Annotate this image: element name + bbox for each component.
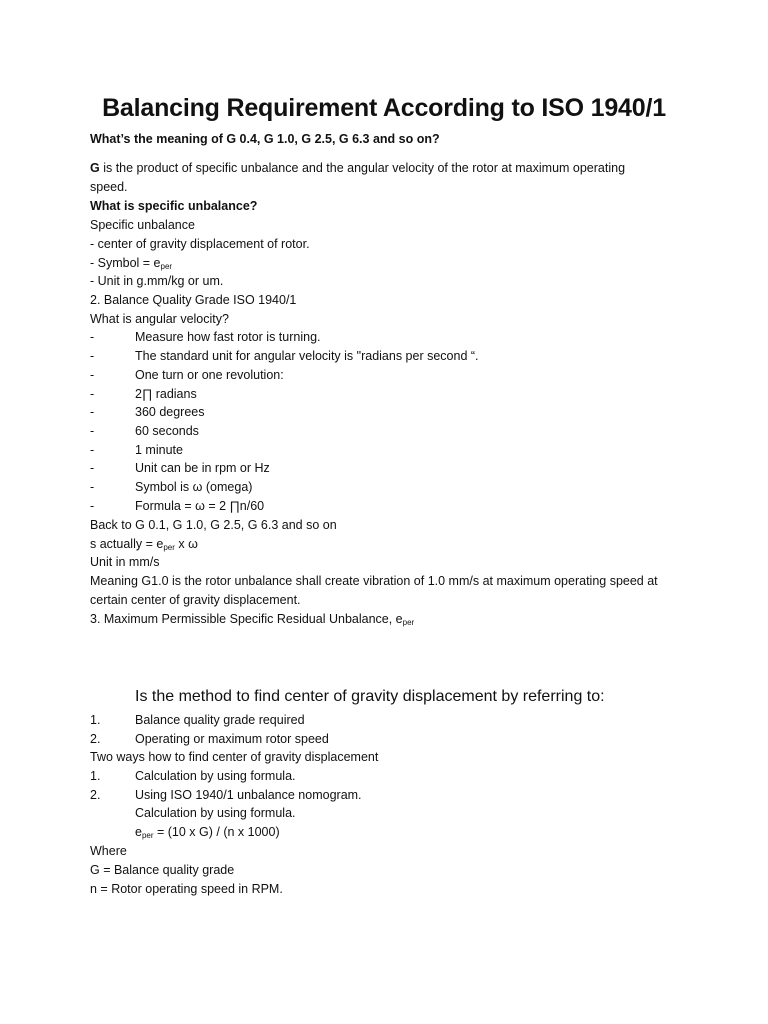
symbol-text: - Symbol = e — [90, 256, 161, 270]
list-marker: 1. — [90, 769, 101, 783]
specific-unbalance-heading: Specific unbalance — [90, 218, 195, 232]
subscript-per: per — [160, 262, 173, 271]
list-item — [90, 441, 183, 459]
s-actually-omega: x ω — [174, 537, 198, 551]
list-marker: - — [90, 480, 95, 494]
question-specific-unbalance: What is specific unbalance? — [90, 199, 258, 213]
list-item — [90, 767, 296, 785]
list-item — [90, 730, 329, 748]
list-item — [90, 497, 264, 515]
list-marker: - — [90, 387, 95, 401]
list-item-text: Using ISO 1940/1 unbalance nomogram. — [135, 788, 362, 802]
list-item — [90, 422, 199, 440]
document-title: Balancing Requirement According to ISO 1940/1 — [102, 94, 666, 122]
method-heading: Is the method to find center of gravity displacement by referring to: — [135, 688, 605, 705]
list-item-text: Calculation by using formula. — [135, 769, 296, 783]
n-definition: n = Rotor operating speed in RPM. — [90, 882, 283, 896]
list-marker: 2. — [90, 732, 101, 746]
g-definition-text: is the product of specific unbalance and the angular velocity of the rotor at maximum operating — [99, 161, 626, 175]
list-marker: - — [90, 443, 95, 457]
where-label: Where — [90, 844, 127, 858]
list-item-text: 2∏ radians — [135, 387, 197, 401]
meaning-line2: certain center of gravity displacement. — [90, 593, 301, 607]
list-item — [90, 459, 270, 477]
list-item-text: Symbol is ω (omega) — [135, 480, 253, 494]
list-item-text: Unit can be in rpm or Hz — [135, 461, 270, 475]
list-item-text: Formula = ω = 2 ∏n/60 — [135, 499, 265, 513]
specific-unbalance-unit: - Unit in g.mm/kg or um. — [90, 274, 224, 288]
subscript-per: per — [141, 831, 154, 840]
list-marker: - — [90, 405, 95, 419]
list-item-text: 1 minute — [135, 443, 183, 457]
two-ways-heading: Two ways how to find center of gravity displacement — [90, 750, 379, 764]
section-3-text: 3. Maximum Permissible Specific Residual Unbalance, e — [90, 612, 403, 626]
g-definition-line2: speed. — [90, 180, 128, 194]
list-marker: 2. — [90, 788, 101, 802]
formula-text: = (10 x G) / (n x 1000) — [153, 825, 280, 839]
list-item — [90, 347, 479, 365]
list-item-text: Measure how fast rotor is turning. — [135, 330, 321, 344]
list-marker: - — [90, 461, 95, 475]
list-item — [90, 385, 197, 403]
list-item-text: Balance quality grade required — [135, 713, 305, 727]
subscript-per: per — [163, 543, 175, 552]
list-item-text: The standard unit for angular velocity is "radians per second “. — [135, 349, 479, 363]
subscript-per: per — [402, 618, 415, 627]
list-item — [90, 478, 252, 496]
angular-velocity-question: What is angular velocity? — [90, 312, 229, 326]
specific-unbalance-item: - center of gravity displacement of rotor. — [90, 237, 310, 251]
unit-mms: Unit in mm/s — [90, 555, 160, 569]
g-definition: G = Balance quality grade — [90, 863, 235, 877]
list-item-text: 360 degrees — [135, 405, 205, 419]
list-item-text: 60 seconds — [135, 424, 199, 438]
list-marker: - — [90, 499, 95, 513]
question-g-meaning: What’s the meaning of G 0.4, G 1.0, G 2.5, G 6.3 and so on? — [90, 132, 440, 146]
list-marker: 1. — [90, 713, 101, 727]
calc-heading: Calculation by using formula. — [135, 806, 296, 820]
section-3-heading — [90, 610, 414, 632]
g-symbol: G — [90, 161, 100, 175]
list-item — [90, 403, 205, 421]
formula-line — [135, 823, 280, 845]
meaning-line1: Meaning G1.0 is the rotor unbalance shall create vibration of 1.0 mm/s at maximum operating speed at — [90, 574, 658, 588]
g-definition-line1 — [90, 159, 625, 177]
list-item — [90, 786, 362, 804]
back-to-grades: Back to G 0.1, G 1.0, G 2.5, G 6.3 and so on — [90, 518, 337, 532]
list-marker: - — [90, 368, 95, 382]
list-item-text: One turn or one revolution: — [135, 368, 284, 382]
list-item — [90, 711, 305, 729]
s-actually-text: s actually = e — [90, 537, 164, 551]
list-marker: - — [90, 349, 95, 363]
list-item — [90, 366, 284, 384]
formula-symbol: e — [135, 825, 142, 839]
list-marker: - — [90, 424, 95, 438]
list-item-text: Operating or maximum rotor speed — [135, 732, 329, 746]
list-item — [90, 328, 321, 346]
section-2-heading: 2. Balance Quality Grade ISO 1940/1 — [90, 293, 297, 307]
list-marker: - — [90, 330, 95, 344]
